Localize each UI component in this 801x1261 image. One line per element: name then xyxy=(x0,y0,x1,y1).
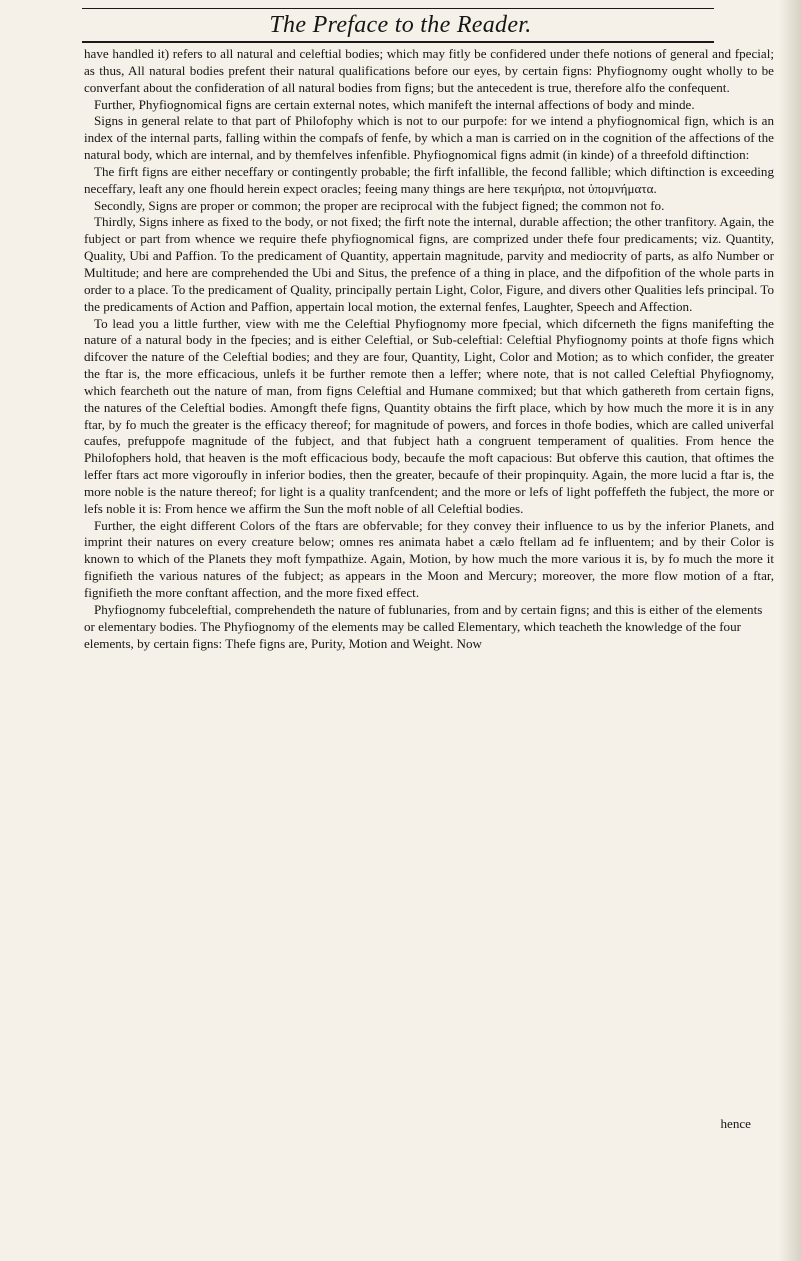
paragraph-third-signs: Thirdly, Signs inhere as fixed to the body, or not fixed; the firft note the internal, durable affection; the other tranfitory. Again, the fubject or part from whence we require thefe phyfiognomical figns, are comprized under thefe four predicaments; viz. Quantity, Quality, Ubi and Paffion. To the predicament of Quantity, appertain magnitude, parvity and mediocrity of parts, as alfo Number or Multitude; and here are comprehended the Ubi and Situs, the prefence of a thing in place, and the difpofition of the whole parts in order to a place. To the predicament of Quality, principally pertain Light, Color, Figure, and divers other Qualities lefs principal. To the predicaments of Action and Paffion, appertain local motion, the external fenfes, Laughter, Speech and Affection. xyxy=(84,214,774,314)
paragraph-subcelestial: Phyfiognomy fubceleftial, comprehendeth the nature of fublunaries, from and by certain figns; and this is either of the elements or elementary bodies. The Phyfiognomy of the elements may be called Elementary, which teacheth the knowledge of the four elements, by certain figns: Thefe figns are, Purity, Motion and Weight. Now xyxy=(84,601,763,651)
paragraph-general-and-special: have handled it) refers to all natural and celeftial bodies; which may fitly be confidered under thefe notions of general and fpecial; as thus, All natural bodies prefent their natural qualifications before our eyes, by certain figns: Phyfiognomy ought wholly to be converfant about the confideration of all natural bodies from figns; but the antecedent is true, therefore alfo the confequent. xyxy=(84,46,774,95)
paragraph-second-signs: Secondly, Signs are proper or common; the proper are reciprocal with the fubject figned; the common not fo. xyxy=(94,197,665,213)
paragraph-physiognomical-signs: Further, Phyfiognomical figns are certain external notes, which manifeft the internal affections of body and minde. xyxy=(94,96,695,112)
paragraph-celestial-physiognomy: To lead you a little further, view with me the Celeftial Phyfiognomy more fpecial, which difcerneth the figns manifefting the nature of a natural body in the fpecies; and is either Celeftial, or Sub-celeftial: Celeftial Phyfiognomy points at thofe figns which difcover the nature of the Celeftial bodies; and they are four, Quantity, Light, Color and Motion; as to which confider, the greater the ftar is, the more efficacious, unlefs it be further remote then a leffer; where note, that is not called Celeftial Phyfiognomy, which fearcheth out the nature of man, from figns Celeftial and Humane commixed; but that which gathereth from certain figns, the natures of the Celeftial bodies. Amongft thefe figns, Quantity obtains the firft place, which by how much the more it is in any ftar, by fo much the greater is the efficacy thereof; for magnitude of powers, and forces in thofe bodies, which are called univerfal caufes, prefuppofe magnitude of the fubject, and that fubject hath a congruent temperament of qualities. From hence the Philofophers hold, that heaven is the moft efficacious body, becaufe the moft capacious: But obferve this caution, that oftimes the leffer ftars act more vigoroufly in inferior bodies, then the greater, becaufe of their propinquity. Again, the more lucid a ftar is, the more noble is the nature thereof; for light is a quality tranfcendent; and the more or lefs of light poffeffeth the fubject, the more or lefs noble it is: From hence we affirm the Sun the moft noble of all Celeftial bodies. xyxy=(84,315,774,516)
body-text xyxy=(84,46,774,652)
catchword: hence xyxy=(720,1116,751,1131)
header-top-rule xyxy=(82,8,714,9)
paragraph-colors-of-stars: Further, the eight different Colors of the ftars are obfervable; for they convey their influence to us by the inferior Planets, and imprint their natures on every creature below; omnes res animata habet a cælo ftellam ad fe influentem; and by their Color is known to which of the Planets they moft fympathize. Again, Motion, by how much the more various it is, by fo much the more it fignifieth the various natures of the fubject; as appears in the Moon and Mercury; moreover, the more flow motion of a ftar, fignifieth the more conftant affection, and the more fixed effect. xyxy=(84,517,774,600)
running-head: The Preface to the Reader. xyxy=(269,12,532,38)
page-edge-shadow xyxy=(779,0,801,1261)
paragraph-signs-in-general: Signs in general relate to that part of Philofophy which is not to our purpofe: for we intend a phyfiognomical fign, which is an index of the internal parts, falling within the compafs of fenfe, by which a man is carried on in the cognition of the affections of the natural body, which are internal, and by themfelves infenfible. Phyfiognomical figns admit (in kinde) of a threefold diftinction: xyxy=(84,113,774,163)
header-bottom-rule xyxy=(82,41,714,43)
paragraph-first-signs: The firft figns are either neceffary or contingently probable; the firft infallible, the fecond fallible; which diftinction is exceeding neceffary, leaft any one fhould herein expect oracles; feeing many things are here τεκμήρια, not ὑπομνήματα. xyxy=(84,163,774,196)
